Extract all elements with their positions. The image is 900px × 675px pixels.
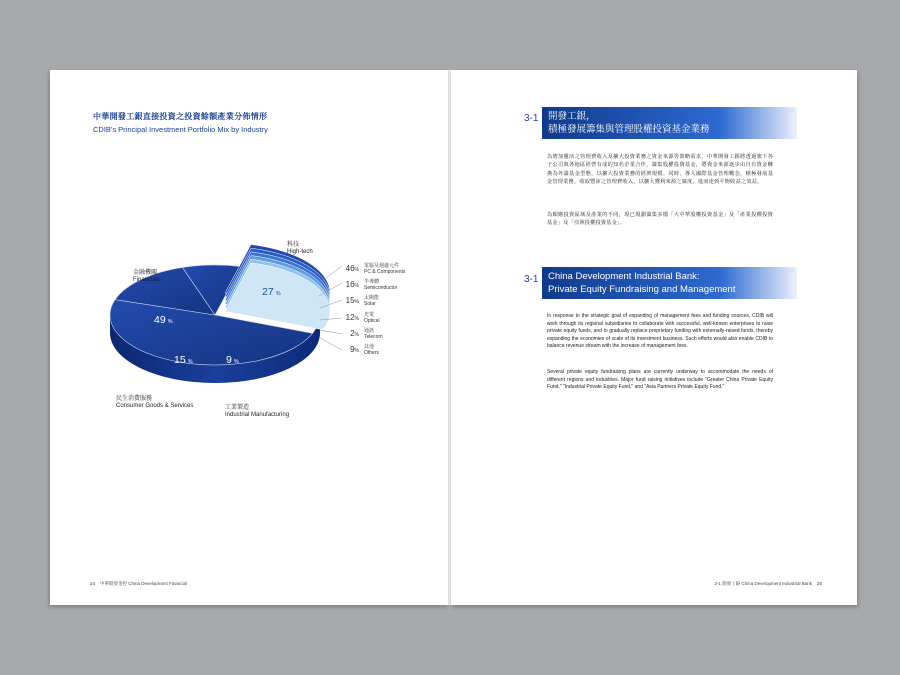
section-number-en: 3-1 — [524, 274, 539, 285]
value-financials: 49 % — [154, 314, 173, 326]
section-zh-paragraph-2: 為順應投資區域及產業的不同，現已規劃籌集多檔「大中華股權投資基金」及「產業投權投資基金」及「亞洲投權投資基金」。 — [547, 212, 773, 227]
breakdown-label: 光電 Optical — [364, 312, 380, 324]
left-folio: 24 中華開發金控 China Development Financial — [90, 581, 188, 586]
section-title-en: China Development Industrial Bank: Private Equity Fundraising and Management — [542, 267, 797, 299]
label-financials: 金融機關 Financials — [133, 270, 161, 283]
chart-title-en: CDIB's Principal Investment Portfolio Mix by Industry — [93, 125, 268, 134]
breakdown-value: 12% — [345, 313, 359, 322]
breakdown-label: 半導體 Semiconductor — [364, 279, 398, 291]
breakdown-value: 2% — [350, 329, 359, 338]
right-page — [451, 70, 857, 605]
breakdown-value: 15% — [345, 296, 359, 305]
breakdown-label: 通訊 Telecom — [364, 328, 383, 340]
label-hightech: 科技 High-tech — [287, 242, 313, 255]
breakdown-label: 其他 Others — [364, 344, 380, 356]
breakdown-label: 電腦及週邊元件 PC & Components — [364, 263, 406, 275]
right-folio: 3-1 開發工銀 China Development Industrial Bank 25 — [714, 581, 822, 586]
value-hightech: 27 % — [262, 286, 281, 298]
section-title-zh: 開發工銀， 積極發展籌集與管理股權投資基金業務 — [542, 107, 797, 139]
section-en-paragraph-2: Several private equity fundraising plans are currently underway to accommodate the needs of different regions and industries. Major fund raising initiatives include "Greater China Private Equity Fund," "Industrial Private Equity Fund," and "Asia Partners Private Equity Fund." — [547, 369, 773, 390]
breakdown-value: 9% — [350, 345, 359, 354]
breakdown-value: 16% — [345, 280, 359, 289]
section-number-zh: 3-1 — [524, 113, 539, 124]
label-consumer: 民生消費服務 Consumer Goods & Services — [116, 396, 194, 409]
section-en-paragraph-1: In response to the strategic goal of expanding of management fees and funding sources, CDIB will work through its regional subsidiaries to collaborate with successful, well-known enterprises to raise private equity funds, and to gradually replace proprietary funding with externally-raised funds, thereby expanding the economies of scale of its investment business. Such efforts would also enable CDIB to balance revenue stream with the increase of management fees. — [547, 313, 773, 349]
breakdown-label: 太陽能 Solar — [364, 295, 380, 307]
breakdown-value: 46% — [345, 264, 359, 273]
chart-title-zh: 中華開發工銀直接投資之投資餘額產業分佈情形 — [93, 112, 268, 121]
value-industrial: 9 % — [226, 354, 239, 366]
section-zh-paragraph-1: 為增加靈活之管理費收入及擴大投資業務之資金來源等策略需求，中華開發工銀將透過旗下各子公司與各地區經營有成的知名企業合作，籌集股權投資基金，將資金來源逐步由自有資金轉換為外籌基金型態，以擴大投資業務的經濟規模。同時，導入國際基金管理概念，積極發展基金管理業務，收取豐沛之管理費收入，以擴大獲利來源之廣度，進而達到平衡收益之效益。 — [547, 154, 773, 185]
breakdown-leaders — [50, 70, 448, 605]
left-page — [50, 70, 448, 605]
label-industrial: 工業製造 Industrial Manufacturing — [225, 405, 290, 418]
value-consumer: 15 % — [174, 354, 193, 366]
